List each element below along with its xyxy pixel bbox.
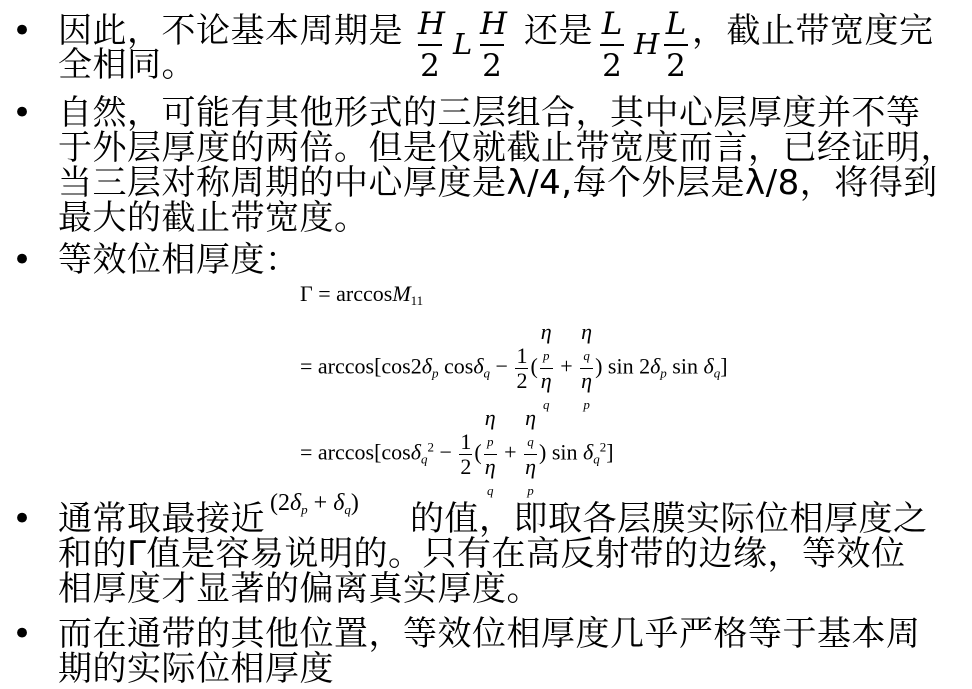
b5-line-1: 而在通带的其他位置，等效位相厚度几乎严格等于基本周: [58, 614, 921, 654]
eq2-eta-ratio-2: [580, 320, 593, 417]
b2-line-3: 当三层对称周期的中心厚度是λ/4,每个外层是λ/8，将得到: [58, 163, 938, 203]
eq3-half: [459, 430, 472, 479]
math-plus: +: [307, 490, 334, 516]
b4-post: 的值，即取各层膜实际位相厚度之: [410, 499, 928, 539]
eq2-eta-ratio: [540, 320, 553, 417]
eq3-sup: 2: [599, 439, 607, 455]
math-delta: δ: [290, 490, 302, 516]
eq2-sub-p: p: [431, 365, 439, 381]
eta: η: [581, 319, 593, 344]
equation-expansion-2: [300, 406, 614, 503]
b2-line-2: 于外层厚度的两倍。但是仅就截止带宽度而言，已经证明，: [58, 128, 955, 168]
fraction-denominator: 2: [666, 48, 686, 84]
eq3-minus: −: [439, 439, 452, 465]
fraction-denominator: 2: [602, 48, 622, 84]
fraction-bar: [480, 44, 504, 46]
layer-letter-h: H: [634, 27, 660, 61]
b2-line-1: 自然，可能有其他形式的三层组合，其中心层厚度并不等: [58, 93, 921, 133]
math-close: ): [350, 490, 359, 516]
b1-text-a: 因此，不论基本周期是: [58, 11, 403, 51]
eta-sub: q: [486, 483, 494, 498]
eq3-d: ]: [606, 439, 614, 465]
fraction-denominator: 2: [482, 48, 502, 84]
eq2-f: sin: [672, 353, 698, 379]
eq2-plus: +: [560, 353, 573, 379]
eq3-delta: δ: [583, 439, 594, 465]
eq3-sub-q: q: [593, 451, 600, 467]
frac-num: 1: [460, 429, 472, 454]
b4-line-2: 和的Γ值是容易说明的。只有在高反射带的边缘，等效位: [58, 534, 906, 574]
b1-text-c: ，截止带宽度完: [692, 11, 934, 51]
eq2-minus: −: [495, 353, 508, 379]
eta: η: [484, 405, 496, 430]
eta-sub: p: [527, 483, 534, 498]
eta-sub: p: [583, 397, 590, 412]
frac-num: 1: [516, 343, 528, 368]
eq1-lhs: Γ = arccos: [300, 281, 393, 306]
eta-sub: p: [486, 434, 494, 449]
b4-line-3: 相厚度才显著的偏离真实厚度。: [58, 569, 541, 609]
eta: η: [540, 319, 552, 344]
eta-sub: p: [543, 348, 550, 363]
eta: η: [525, 405, 536, 430]
b2-line-4: 最大的截止带宽度。: [58, 198, 369, 238]
fraction-denominator: 2: [420, 48, 440, 84]
eq2-a: = arccos[cos2: [300, 353, 422, 379]
eta: η: [484, 454, 496, 479]
eq3-plus: +: [504, 439, 517, 465]
math-sub-p: p: [301, 502, 308, 517]
eq3-delta: δ: [410, 439, 421, 465]
eta: η: [540, 368, 552, 393]
eq2-half: [515, 344, 528, 393]
math-sub-q: q: [344, 502, 351, 517]
eta: η: [525, 454, 536, 479]
eq2-delta: δ: [703, 353, 714, 379]
eq3-a: = arccos[cos: [300, 439, 411, 465]
eq3-eta-ratio: [484, 406, 497, 503]
equation-expansion-1: [300, 320, 728, 417]
eta-sub: q: [527, 434, 534, 449]
eq2-delta: δ: [421, 353, 432, 379]
bullet-marker: •: [12, 240, 33, 280]
b4-pre: 通常取最接近: [58, 499, 265, 539]
fraction-numerator: L: [665, 6, 687, 42]
eq1-sub: 11: [410, 293, 424, 308]
eq3-eta-ratio-2: [524, 406, 537, 503]
fraction-bar: [664, 44, 688, 46]
fraction-numerator: L: [601, 6, 623, 42]
eq2-delta: δ: [650, 353, 661, 379]
eta: η: [581, 368, 593, 393]
eta-sub: q: [543, 397, 550, 412]
inline-math-phase-sum: [270, 490, 359, 518]
bullet-marker: •: [12, 93, 33, 133]
b1-text-b: 还是: [524, 11, 593, 51]
fraction-numerator: H: [480, 6, 508, 42]
fraction-bar: [418, 44, 442, 46]
math-delta: δ: [333, 490, 345, 516]
eq3-sub-q: q: [420, 451, 428, 467]
eq2-b: cos: [443, 353, 474, 379]
layer-letter-l: L: [453, 27, 473, 61]
eq2-g: ]: [720, 353, 728, 379]
eq2-sub-p: p: [660, 365, 667, 381]
b5-line-2: 期的实际位相厚度: [58, 649, 334, 689]
fraction-bar: [600, 44, 624, 46]
eq1-m: M: [392, 281, 411, 306]
eq3-c: ) sin: [539, 439, 578, 465]
eq2-delta: δ: [473, 353, 484, 379]
fraction-numerator: H: [418, 6, 446, 42]
eq3-sup: 2: [427, 439, 434, 455]
bullet-marker: •: [12, 614, 33, 654]
eta-sub: q: [583, 348, 590, 363]
eq3-paren: (: [474, 439, 482, 465]
eq2-sub-q: q: [713, 365, 721, 381]
math-open: (2: [270, 490, 290, 516]
bullet-marker: •: [12, 499, 33, 539]
frac-den: 2: [516, 368, 528, 393]
bullet-marker: •: [12, 11, 33, 51]
eq2-sub-q: q: [483, 365, 491, 381]
b1-line-2: 全相同。: [58, 45, 196, 85]
frac-den: 2: [460, 454, 472, 479]
equation-gamma-definition: [300, 281, 423, 309]
eq2-e: ) sin 2: [595, 353, 651, 379]
eq2-paren: (: [530, 353, 538, 379]
b3-line-1: 等效位相厚度：: [58, 240, 300, 280]
